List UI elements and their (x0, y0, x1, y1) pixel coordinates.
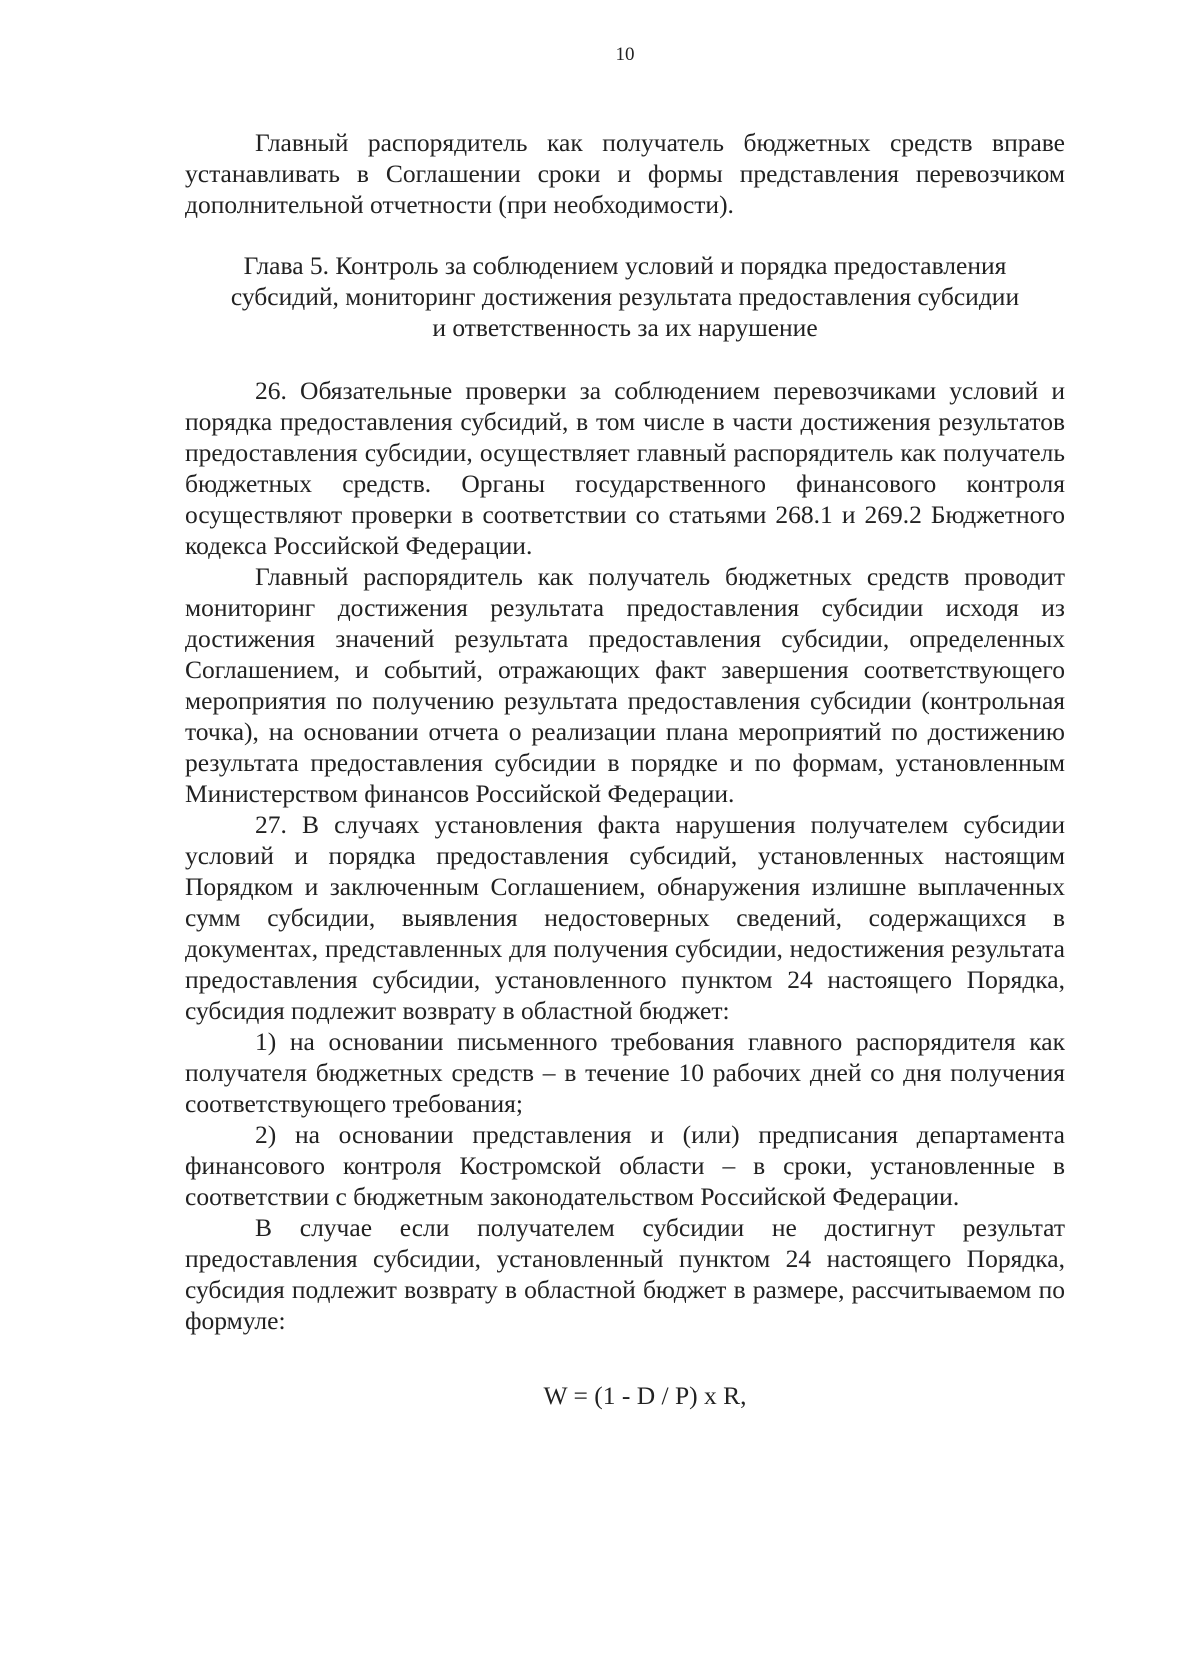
paragraph-refund-case: В случае если получателем субсидии не достигнут результат предоставления субсидии, установленный пунктом 24 настоящего Порядка, субсидия подлежит возврату в областной бюджет в размере, рассчитываемом по формуле: (185, 1213, 1065, 1335)
refund-formula: W = (1 - D / P) x R, (543, 1381, 747, 1410)
chapter-heading-line-3: и ответственность за их нарушение (432, 313, 818, 342)
intro-paragraph: Главный распорядитель как получатель бюджетных средств вправе устанавливать в Соглашении сроки и формы представления перевозчиком дополнительной отчетности (при необходимости). (185, 128, 1065, 219)
paragraph-monitoring: Главный распорядитель как получатель бюджетных средств проводит мониторинг достижения результата предоставления субсидии исходя из достижения значений результата предоставления субсидии, определенных Соглашением, и событий, отражающих факт завершения соответствующего мероприятия по получению результата предоставления субсидии (контрольная точка), на основании отчета о реализации плана мероприятий по достижению результата предоставления субсидии в порядке и по формам, установленным Министерством финансов Российской Федерации. (185, 562, 1065, 808)
chapter-heading (185, 250, 1065, 343)
list-item-2: 2) на основании представления и (или) предписания департамента финансового контроля Костромской области – в сроки, установленные в соответствии с бюджетным законодательством Российской Федерации. (185, 1120, 1065, 1211)
chapter-heading-line-1: Глава 5. Контроль за соблюдением условий и порядка предоставления (243, 251, 1007, 280)
document-body (185, 127, 1065, 1411)
list-item-1: 1) на основании письменного требования главного распорядителя как получателя бюджетных средств – в течение 10 рабочих дней со дня получения соответствующего требования; (185, 1027, 1065, 1118)
paragraph-27: 27. В случаях установления факта нарушения получателем субсидии условий и порядка предоставления субсидий, установленных настоящим Порядком и заключенным Соглашением, обнаружения излишне выплаченных сумм субсидии, выявления недостоверных сведений, содержащихся в документах, представленных для получения субсидии, недостижения результата предоставления субсидии, установленного пунктом 24 настоящего Порядка, субсидия подлежит возврату в областной бюджет: (185, 810, 1065, 1025)
page-number: 10 (615, 44, 635, 65)
chapter-heading-line-2: субсидий, мониторинг достижения результата предоставления субсидии (230, 282, 1020, 311)
paragraph-26: 26. Обязательные проверки за соблюдением перевозчиками условий и порядка предоставления субсидий, в том числе в части достижения результатов предоставления субсидии, осуществляет главный распорядитель как получатель бюджетных средств. Органы государственного финансового контроля осуществляют проверки в соответствии со статьями 268.1 и 269.2 Бюджетного кодекса Российской Федерации. (185, 376, 1065, 560)
